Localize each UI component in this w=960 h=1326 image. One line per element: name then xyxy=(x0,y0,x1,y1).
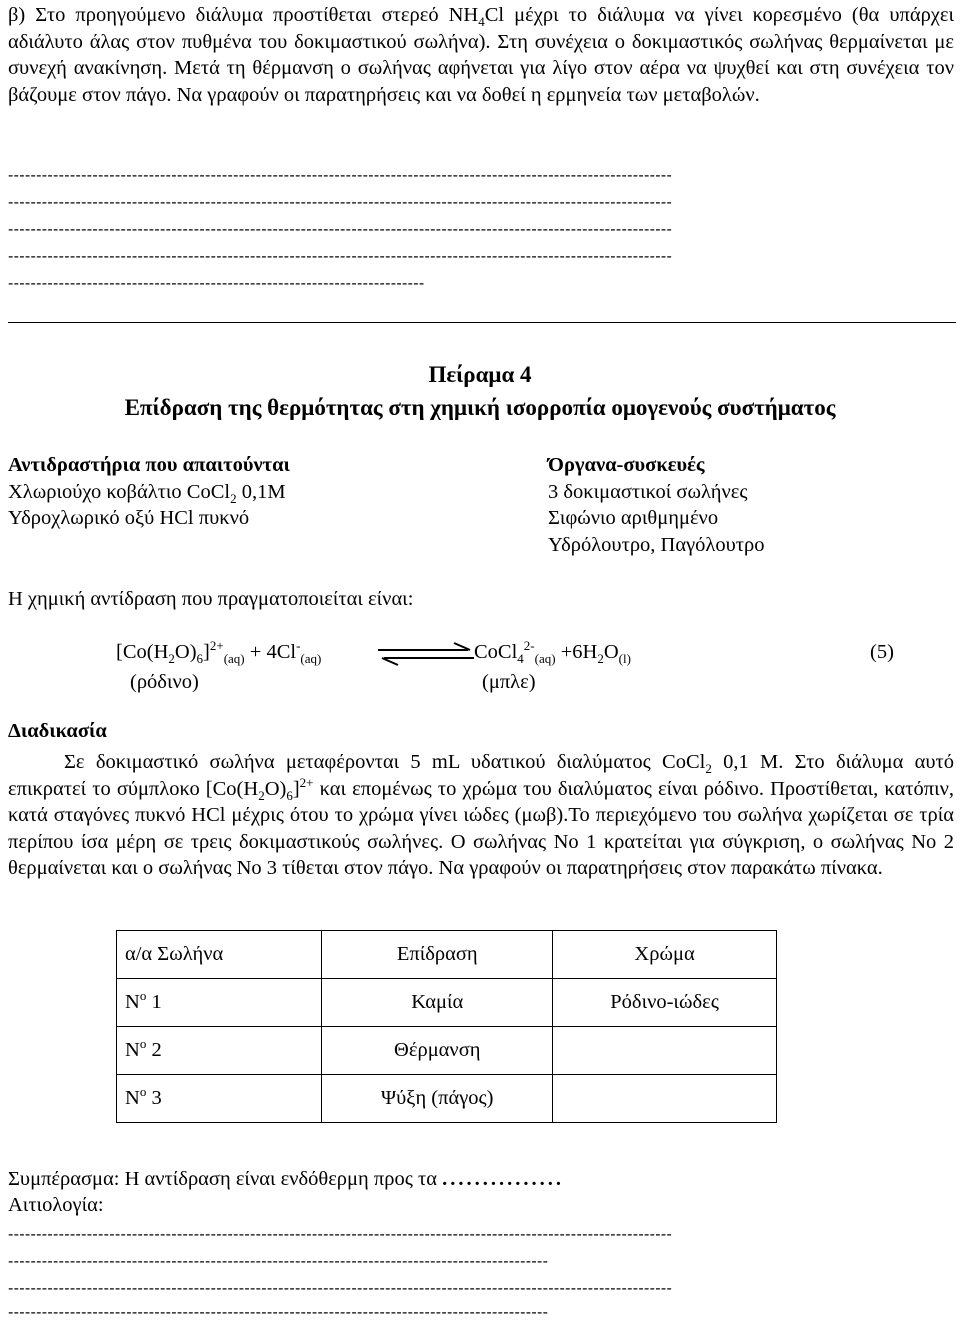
reactant-charge: 2+ xyxy=(209,638,224,654)
effect-cell: Ψύξη (πάγος) xyxy=(322,1075,553,1123)
answer-line-4[interactable]: ---------------------------------------------------------------------------------------------------------------------- xyxy=(8,248,673,265)
equipment-item: Σιφώνιο αριθμημένο xyxy=(548,507,719,529)
color-cell[interactable]: Ρόδινο-ιώδες xyxy=(553,979,777,1027)
intro-text-rest: υπάρχει αδιάλυτο άλας στον πυθμένα του δοκιμαστικού σωλήνα). Στη συνέχεια ο δοκιμαστικός σωλήνας θερμαίνεται με συνεχή ανακίνηση. Μετά τη θέρμανση ο σωλήνας αφήνεται για λίγο στον αέρα να ψυχθεί και στη συνέχεια τον βάζουμε στον πάγο. Να γραφούν οι παρατηρήσεις και να δοθεί η ερμηνεία των μεταβολών. xyxy=(8,4,955,106)
tube-number-cell xyxy=(117,1027,322,1075)
procedure-paragraph xyxy=(8,749,954,882)
intro-paragraph xyxy=(8,2,954,108)
conclusion-text: Συμπέρασμα: Η αντίδραση είναι ενδόθερμη προς τα xyxy=(8,1168,443,1190)
reasoning-line-2[interactable]: ------------------------------------------------------------------------------------------------ xyxy=(8,1253,549,1270)
product-sub: 4 xyxy=(517,651,524,667)
answer-line-1[interactable]: ---------------------------------------------------------------------------------------------------------------------- xyxy=(8,167,673,184)
tube-num: 1 xyxy=(146,991,162,1013)
color-cell[interactable] xyxy=(553,1027,777,1075)
tube-number-cell xyxy=(117,1075,322,1123)
product-charge: 2- xyxy=(523,638,535,654)
product-text: CoCl xyxy=(474,641,518,663)
intro-sub: 4 xyxy=(478,14,485,30)
reagent-cocl2-text: Χλωριούχο κοβάλτιο CoCl xyxy=(8,480,231,503)
procedure-heading: Διαδικασία xyxy=(8,720,107,742)
intro-text-b: Cl μέχρι το διάλυμα να γίνει κορεσμένο (θα xyxy=(484,4,880,26)
product-state: (aq) xyxy=(534,651,556,667)
procedure-sub: 6 xyxy=(286,787,293,803)
tube-num: 3 xyxy=(146,1087,162,1109)
procedure-text: και επομένως το χρώμα του διαλύματος είναι xyxy=(313,777,698,800)
reaction-products xyxy=(474,638,631,667)
equation-number: (5) xyxy=(870,641,894,663)
tube-label-sup: o xyxy=(139,1084,147,1100)
reactant-sub: 6 xyxy=(196,651,204,667)
procedure-sup: 2+ xyxy=(299,774,314,790)
product-sub: 2 xyxy=(597,651,604,667)
procedure-text: ρόδινο. Προστίθεται, κατόπιν, κατά σταγόνες πυκνό HCl μέχρις ότου το χρώμα γίνει ιώδες (μωβ).Το περιεχόμενο του σωλήνα χωρίζεται σε τρία περίπου ίσα μέρη σε τρεις δοκιμαστικούς σωλήνες. Ο σωλήνας Νο 1 κρατείται για σύγκριση, ο σωλήνας Νο 2 θερμαίνεται και ο σωλήνας Νο 3 τίθεται στον πάγο. Να γραφούν οι παρατηρήσεις στον παρακάτω πίνακα. xyxy=(8,777,954,879)
reactant-color-label: (ρόδινο) xyxy=(130,671,199,693)
table-header: Χρώμα xyxy=(553,931,777,979)
section-divider xyxy=(8,322,956,323)
experiment-number: Πείραμα 4 xyxy=(428,362,532,387)
effect-cell: Καμία xyxy=(322,979,553,1027)
table-row xyxy=(117,979,777,1027)
procedure-text: ] xyxy=(292,777,300,800)
reagent-item-hcl: Υδροχλωρικό οξύ HCl πυκνό xyxy=(8,507,250,529)
reagent-item-cocl2 xyxy=(8,479,290,506)
reaction-equation xyxy=(116,633,956,703)
experiment-title: Επίδραση της θερμότητας στη χημική ισορροπία ομογενούς συστήματος xyxy=(124,395,836,420)
reasoning-line-3[interactable]: ---------------------------------------------------------------------------------------------------------------------- xyxy=(8,1280,673,1297)
equilibrium-arrows-icon xyxy=(376,641,476,667)
table-row xyxy=(117,1027,777,1075)
procedure-text: O) xyxy=(264,777,287,800)
procedure-sub: 2 xyxy=(258,787,265,803)
product-text: O xyxy=(603,641,619,663)
reagents-section xyxy=(8,452,290,532)
effect-cell: Θέρμανση xyxy=(322,1027,553,1075)
tube-label: N xyxy=(125,1039,140,1061)
reasoning-line-1[interactable]: ---------------------------------------------------------------------------------------------------------------------- xyxy=(8,1226,673,1243)
tube-number-cell xyxy=(117,979,322,1027)
answer-line-2[interactable]: ---------------------------------------------------------------------------------------------------------------------- xyxy=(8,194,673,211)
tube-label-sup: o xyxy=(139,988,147,1004)
reasoning-line-4[interactable]: ------------------------------------------------------------------------------------------------ xyxy=(8,1304,549,1321)
reactant-text: O) xyxy=(174,641,197,663)
reactant-charge: - xyxy=(296,638,301,654)
equipment-heading: Όργανα-συσκευές xyxy=(548,454,705,476)
product-state: (l) xyxy=(618,651,631,667)
reactant-text: ] xyxy=(203,641,210,663)
conclusion-line xyxy=(8,1168,954,1191)
equipment-item: 3 δοκιμαστικοί σωλήνες xyxy=(548,480,748,503)
conclusion-blank[interactable]: ............... xyxy=(442,1168,564,1190)
product-text: +6H xyxy=(555,641,598,663)
reaction-intro: Η χημική αντίδραση που πραγματοποιείται είναι: xyxy=(8,588,414,610)
procedure-sub: 2 xyxy=(705,761,712,777)
table-header-row xyxy=(117,931,777,979)
procedure-text: 0,1 M. Στο xyxy=(711,751,825,773)
reagent-cocl2-conc: 0,1Μ xyxy=(236,480,286,503)
table-header: Επίδραση xyxy=(322,931,553,979)
answer-line-3[interactable]: ---------------------------------------------------------------------------------------------------------------------- xyxy=(8,221,673,238)
reaction-reactants xyxy=(116,638,322,667)
procedure-text: διάλυμα αυτό επικρατεί το σύμπλοκο [Co(H xyxy=(8,751,954,800)
tube-num: 2 xyxy=(146,1039,162,1061)
reagent-cocl2-sub: 2 xyxy=(230,490,237,506)
table-header: α/α Σωλήνα xyxy=(117,931,322,979)
reactant-text: + 4Cl xyxy=(244,641,297,663)
equipment-section xyxy=(548,452,764,558)
reactant-sub: 2 xyxy=(168,651,175,667)
procedure-text: Σε δοκιμαστικό σωλήνα μεταφέρονται 5 mL υδατικού διαλύματος CoCl xyxy=(64,751,706,773)
reactant-state: (aq) xyxy=(223,651,245,667)
tube-label: N xyxy=(125,1087,140,1109)
tube-label: N xyxy=(125,991,140,1013)
intro-text-a: β) Στο προηγούμενο διάλυμα προστίθεται στερεό NH xyxy=(8,4,479,26)
answer-line-5[interactable]: -------------------------------------------------------------------------- xyxy=(8,275,425,292)
reagents-heading: Αντιδραστήρια που απαιτούνται xyxy=(8,454,290,476)
reasoning-label: Αιτιολογία: xyxy=(8,1194,104,1216)
reactant-text: [Co(H xyxy=(116,641,169,663)
equipment-item: Υδρόλουτρο, Παγόλουτρο xyxy=(548,533,765,556)
reactant-state: (aq) xyxy=(300,651,322,667)
observation-table xyxy=(116,930,777,1123)
table-row xyxy=(117,1075,777,1123)
color-cell[interactable] xyxy=(553,1075,777,1123)
tube-label-sup: o xyxy=(139,1036,147,1052)
product-color-label: (μπλε) xyxy=(482,671,536,693)
